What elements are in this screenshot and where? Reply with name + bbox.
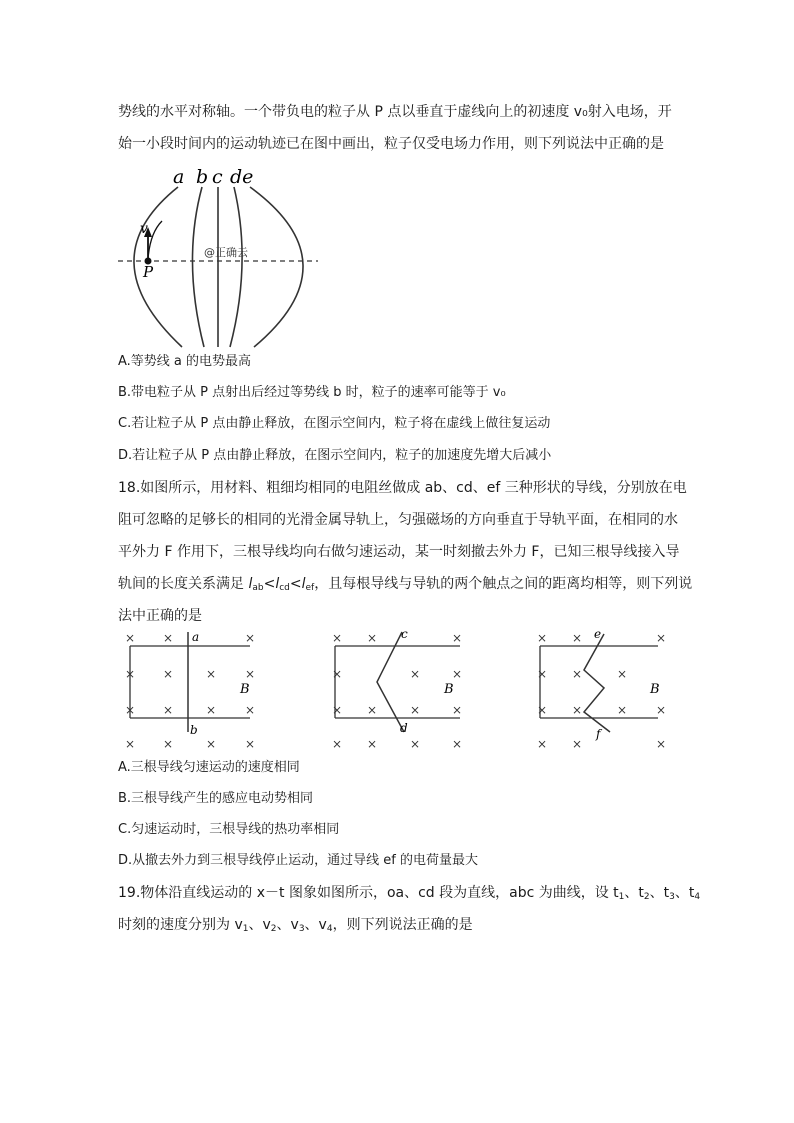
label-f: f (596, 727, 601, 741)
field-cross: × (245, 667, 256, 681)
field-cross: × (572, 631, 583, 645)
q19-stem-line1 (118, 883, 700, 907)
t-sub-1: 1 (618, 892, 625, 902)
label-de: de (230, 166, 254, 188)
field-cross: × (410, 737, 421, 751)
field-cross: × (125, 631, 136, 645)
t-sub-4: 4 (694, 892, 701, 902)
label-b: b (196, 166, 209, 188)
length-symbol-ef: l (301, 576, 306, 592)
label-d: d (400, 721, 408, 735)
label-p: P (143, 263, 154, 281)
field-cross: × (332, 631, 343, 645)
trajectory-curve (148, 221, 162, 259)
equipotential-line-b (192, 187, 204, 347)
q18-stem-line5: 法中正确的是 (118, 608, 202, 624)
q17-option-d: D.若让粒子从 P 点由静止释放，在图示空间内，粒子的加速度先增大后减小 (118, 448, 552, 463)
q18-option-c: C.匀速运动时，三根导线的热功率相同 (118, 822, 340, 837)
q19-stem-line2 (118, 915, 473, 939)
panel-ef (537, 627, 666, 751)
q18-option-d: D.从撤去外力到三根导线停止运动，通过导线 ef 的电荷量最大 (118, 853, 478, 868)
field-cross: × (656, 631, 667, 645)
field-cross: × (410, 703, 421, 717)
field-cross: × (452, 737, 463, 751)
field-cross: × (452, 631, 463, 645)
label-c: c (212, 166, 223, 188)
less-than-1: < (263, 576, 276, 592)
q17-option-b: B.带电粒子从 P 点射出后经过等势线 b 时，粒子的速率可能等于 v₀ (118, 385, 506, 400)
equipotential-line-d (230, 187, 242, 347)
q18-stem-line2: 阻可忽略的足够长的相同的光滑金属导轨上，匀强磁场的方向垂直于导轨平面，在相同的水 (118, 512, 678, 528)
label-b: b (190, 723, 198, 737)
t-sub-2: 2 (643, 892, 650, 902)
field-cross: × (537, 667, 548, 681)
label-c: c (401, 627, 408, 641)
label-a: a (173, 166, 185, 188)
field-cross: × (125, 703, 136, 717)
field-cross: × (367, 631, 378, 645)
field-cross: × (245, 737, 256, 751)
label-e: e (594, 627, 602, 641)
v-sub-2: 2 (270, 924, 277, 934)
q18-option-b: B.三根导线产生的感应电动势相同 (118, 791, 314, 806)
watermark: @正确云 (204, 246, 248, 259)
q17-stem-line2: 始一小段时间内的运动轨迹已在图中画出，粒子仅受电场力作用，则下列说法中正确的是 (118, 136, 664, 152)
label-field-b: B (444, 682, 454, 697)
panel-cd (332, 627, 462, 751)
field-cross: × (617, 703, 628, 717)
label-a: a (192, 630, 200, 644)
field-cross: × (572, 737, 583, 751)
field-cross: × (410, 667, 421, 681)
equipotential-line-e (250, 187, 303, 347)
t-sep-2: 、t (649, 885, 670, 901)
field-cross: × (163, 631, 174, 645)
label-v: v (140, 221, 148, 237)
length-symbol-cd: l (275, 576, 280, 592)
equipotential-line-a (134, 187, 182, 347)
field-cross: × (125, 737, 136, 751)
v-sub-4: 4 (326, 924, 333, 934)
v-sep-3: 、v (304, 917, 327, 933)
field-cross: × (572, 667, 583, 681)
q18-stem-line3: 平外力 F 作用下，三根导线均向右做匀速运动，某一时刻撤去外力 F，已知三根导线接入导 (118, 544, 680, 560)
field-cross: × (332, 703, 343, 717)
q17-option-c: C.若让粒子从 P 点由静止释放，在图示空间内，粒子将在虚线上做往复运动 (118, 416, 551, 431)
length-sub-cd: cd (279, 583, 290, 593)
field-cross: × (537, 703, 548, 717)
field-cross: × (332, 737, 343, 751)
q18-rails-figure (110, 626, 710, 754)
less-than-2: < (289, 576, 302, 592)
field-cross: × (163, 703, 174, 717)
length-sub-ab: ab (252, 583, 264, 593)
v-sep-1: 、v (248, 917, 271, 933)
field-cross: × (206, 737, 217, 751)
field-cross: × (537, 737, 548, 751)
label-field-b: B (650, 682, 660, 697)
field-cross: × (656, 703, 667, 717)
field-cross: × (617, 667, 628, 681)
field-cross: × (537, 631, 548, 645)
field-cross: × (245, 631, 256, 645)
field-cross: × (125, 667, 136, 681)
v-sub-1: 1 (242, 924, 249, 934)
q19-line2-post: ，则下列说法正确的是 (332, 917, 473, 933)
field-cross: × (452, 667, 463, 681)
q17-equipotential-figure (110, 163, 330, 350)
field-cross: × (332, 667, 343, 681)
wire-cd (377, 632, 404, 732)
q18-stem-line1: 18.如图所示，用材料、粗细均相同的电阻丝做成 ab、cd、ef 三种形状的导线，分别放在电 (118, 480, 687, 496)
field-cross: × (245, 703, 256, 717)
field-cross: × (163, 667, 174, 681)
equipotential-labels (173, 166, 253, 188)
q18-option-a: A.三根导线匀速运动的速度相同 (118, 760, 300, 775)
field-cross: × (367, 737, 378, 751)
field-cross: × (572, 703, 583, 717)
t-sep-3: 、t (674, 885, 695, 901)
q18-line4-post: ，且每根导线与导轨的两个触点之间的距离均相等，则下列说 (314, 576, 693, 592)
field-cross: × (206, 703, 217, 717)
q18-line4-pre: 轨间的长度关系满足 (118, 576, 249, 592)
label-field-b: B (240, 682, 250, 697)
panel-ab (125, 630, 255, 751)
t-sub-3: 3 (669, 892, 675, 902)
field-cross: × (206, 667, 217, 681)
field-cross: × (163, 737, 174, 751)
q17-option-a: A.等势线 a 的电势最高 (118, 354, 252, 369)
wire-ef (584, 634, 610, 732)
field-cross: × (367, 703, 378, 717)
q19-line2-text: 时刻的速度分别为 v (118, 917, 243, 933)
field-cross: × (656, 737, 667, 751)
field-cross: × (452, 703, 463, 717)
v-sep-2: 、v (276, 917, 299, 933)
v-sub-3: 3 (298, 924, 305, 934)
q18-stem-line4 (118, 574, 692, 598)
q17-stem-line1: 势线的水平对称轴。一个带负电的粒子从 P 点以垂直于虚线向上的初速度 v₀射入电场，开 (118, 104, 672, 120)
q19-line1-text: 19.物体沿直线运动的 x－t 图象如图所示，oa、cd 段为直线，abc 为曲线，设 t (118, 885, 619, 901)
length-sub-ef: ef (305, 583, 315, 593)
length-symbol-ab: l (248, 576, 253, 592)
t-sep-1: 、t (624, 885, 644, 901)
